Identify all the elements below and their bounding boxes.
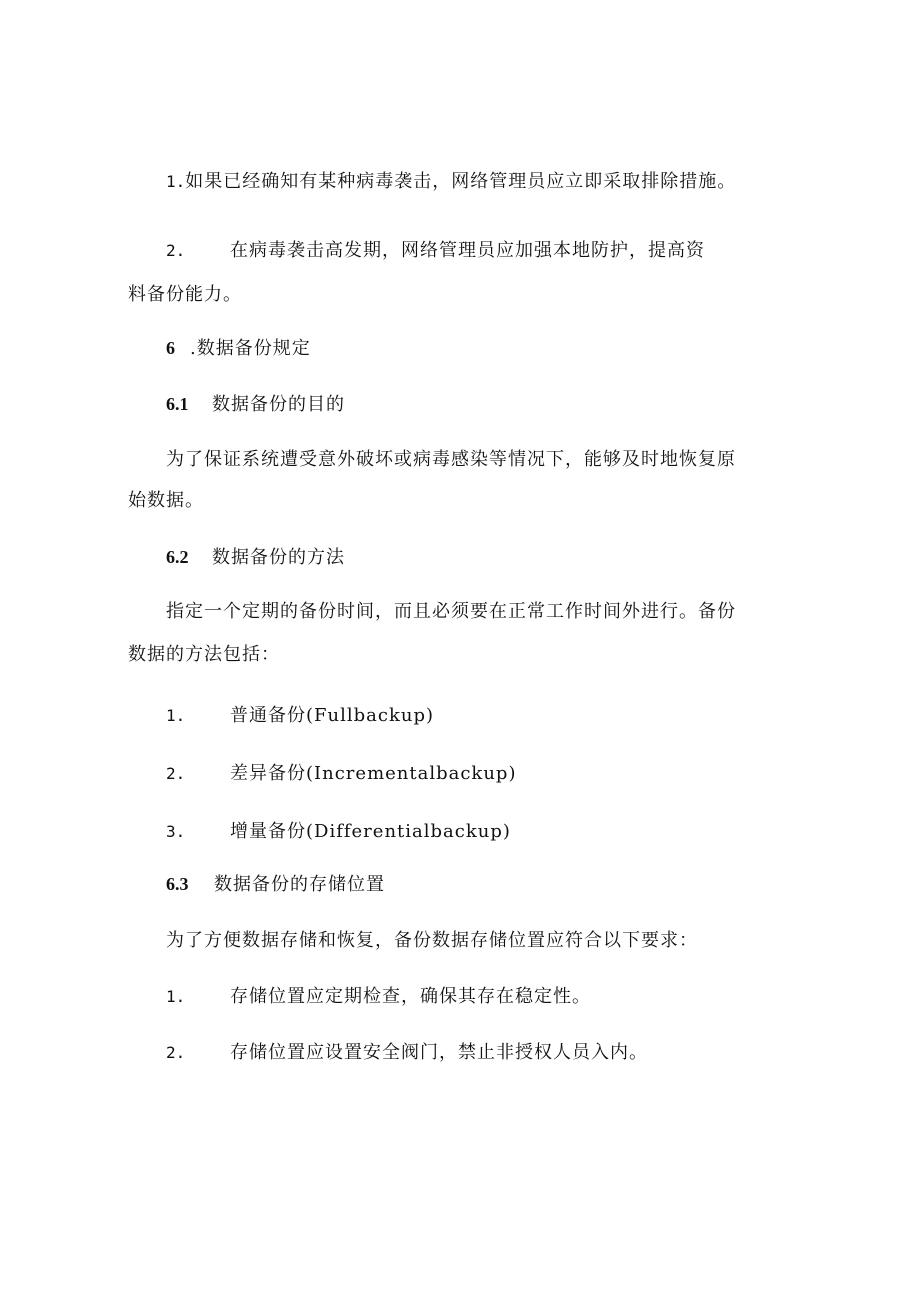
section-number: 6.2 — [166, 547, 189, 567]
list-number: 1. — [166, 987, 186, 1006]
list-item-method-1 — [166, 704, 434, 728]
list-item-method-2 — [166, 762, 516, 786]
section-number: 6 — [166, 338, 175, 358]
paragraph-text: 为了方便数据存储和恢复，备份数据存储位置应符合以下要求： — [166, 930, 698, 951]
paragraph-high-period-line1 — [166, 239, 705, 263]
section-heading-6-3 — [166, 872, 385, 897]
section-heading-6 — [166, 336, 311, 361]
list-item-storage-2 — [166, 1041, 648, 1065]
paragraph-text: 始数据。 — [128, 490, 204, 511]
list-number: 1. — [166, 172, 186, 191]
paragraph-text: 料备份能力。 — [128, 284, 242, 305]
list-number: 2. — [166, 241, 186, 260]
paragraph-virus-response — [166, 170, 736, 194]
paragraph-text: 在病毒袭击高发期，网络管理员应加强本地防护，提高资 — [230, 240, 705, 261]
section-title: 数据备份的存储位置 — [214, 874, 385, 895]
section-number: 6.1 — [166, 394, 189, 414]
list-item-storage-1 — [166, 985, 591, 1009]
list-number: 3. — [166, 822, 186, 841]
list-item-text: 差异备份(Incrementalbackup) — [230, 763, 517, 784]
list-item-method-3 — [166, 820, 511, 844]
section-heading-6-2 — [166, 545, 345, 570]
list-number: 2. — [166, 1043, 186, 1062]
section-title: 数据备份的方法 — [212, 547, 345, 568]
paragraph-text: 如果已经确知有某种病毒袭击，网络管理员应立即采取排除措施。 — [185, 171, 737, 192]
list-item-text: 存储位置应定期检查，确保其存在稳定性。 — [230, 986, 591, 1007]
paragraph-storage-requirements — [166, 929, 698, 953]
list-number: 1. — [166, 706, 186, 725]
paragraph-backup-method-line1 — [166, 600, 736, 624]
section-number: 6.3 — [166, 874, 189, 894]
section-heading-6-1 — [166, 392, 345, 417]
paragraph-backup-method-line2 — [128, 643, 280, 667]
list-number: 2. — [166, 764, 186, 783]
list-item-text: 普通备份(Fullbackup) — [230, 705, 434, 726]
paragraph-text: 数据的方法包括： — [128, 644, 280, 665]
list-item-text: 增量备份(Differentialbackup) — [230, 821, 511, 842]
paragraph-text: 为了保证系统遭受意外破坏或病毒感染等情况下，能够及时地恢复原 — [166, 449, 736, 470]
paragraph-backup-purpose-line2 — [128, 489, 204, 513]
paragraph-high-period-line2 — [128, 283, 242, 307]
paragraph-backup-purpose-line1 — [166, 448, 736, 472]
section-title: 数据备份的目的 — [212, 394, 345, 415]
paragraph-text: 指定一个定期的备份时间，而且必须要在正常工作时间外进行。备份 — [166, 601, 736, 622]
list-item-text: 存储位置应设置安全阀门，禁止非授权人员入内。 — [230, 1042, 648, 1063]
section-title: .数据备份规定 — [190, 338, 311, 359]
